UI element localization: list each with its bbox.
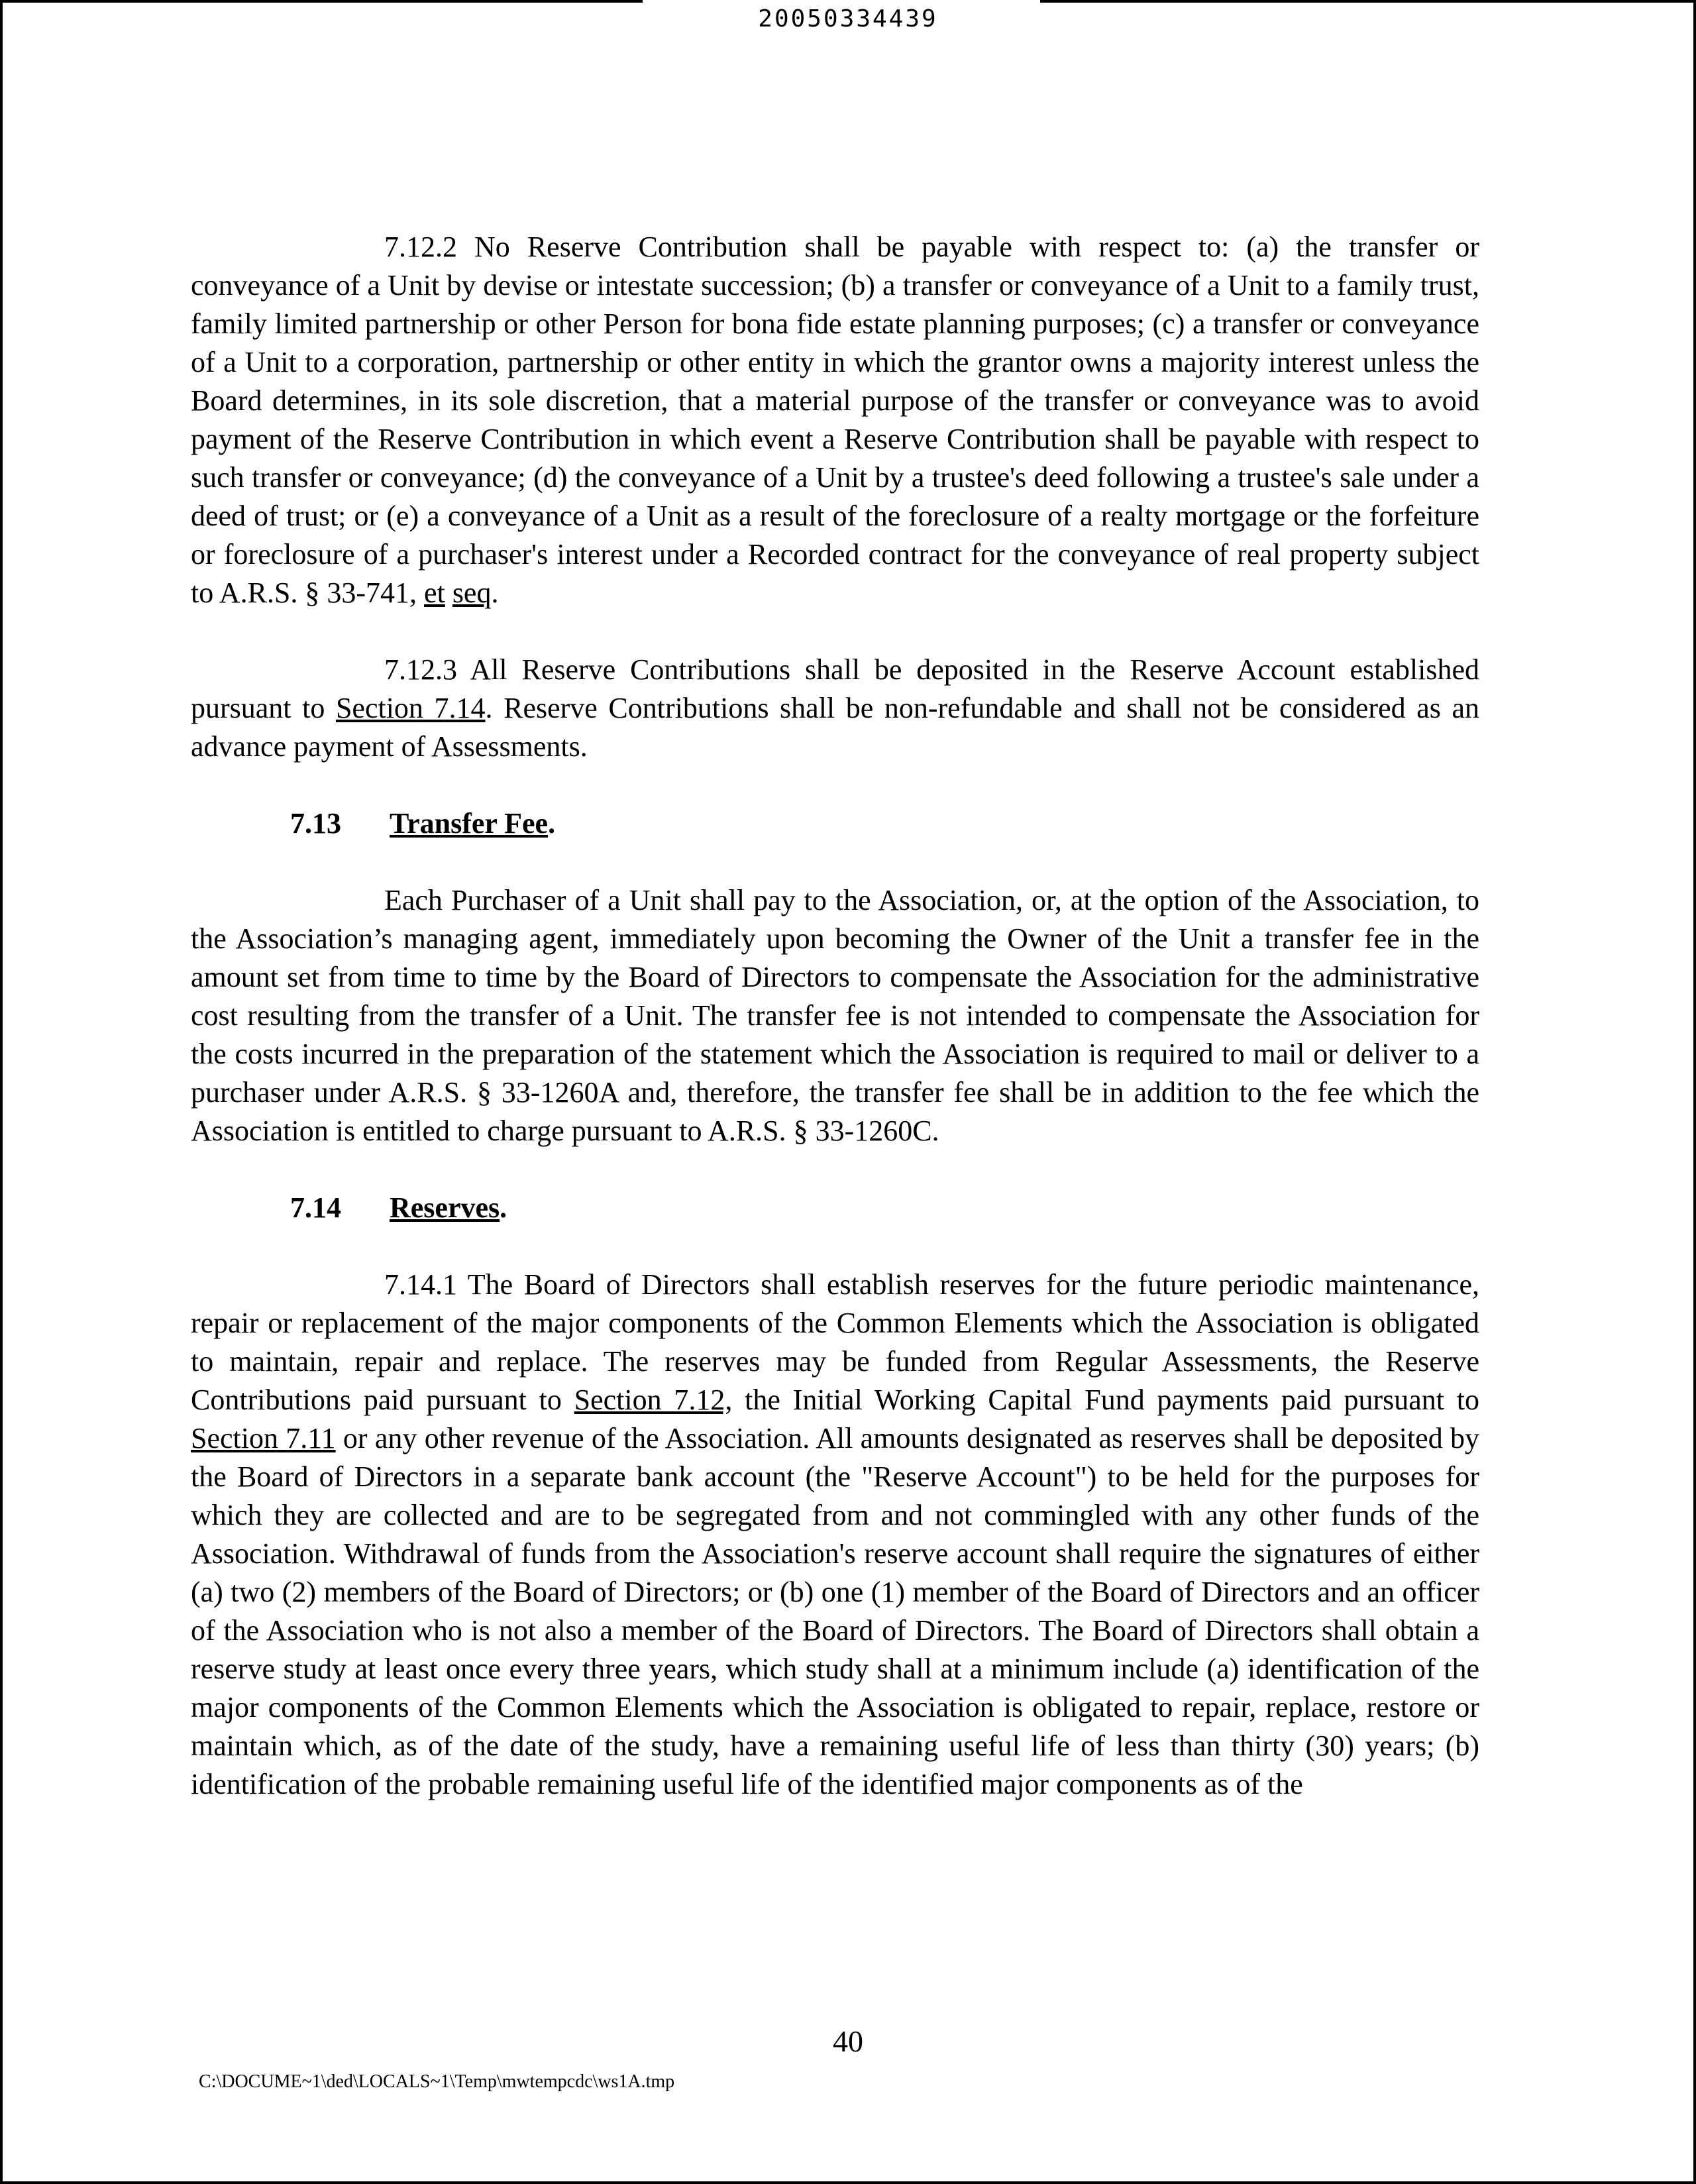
paragraph-7-12-2-text: 7.12.2 No Reserve Contribution shall be payable with respect to: (a) the transfer or conveyance of a Unit by devise or intestate succession; (b) a transfer or conveyance of a Unit to a family trust, family limited partnership or other Person for bona fide estate planning purposes; (c) a transfer or conveyance of a Unit to a corporation, partnership or other entity in which the grantor owns a majority interest unless the Board determines, in its sole discretion, that a material purpose of the transfer or conveyance was to avoid payment of the Reserve Contribution in which event a Reserve Contribution shall be payable with respect to such transfer or conveyance; (d) the conveyance of a Unit by a trustee's deed following a trustee's sale under a deed of trust; or (e) a conveyance of a Unit as a result of the foreclosure of a realty mortgage or the forfeiture or foreclosure of a purchaser's interest under a Recorded contract for the conveyance of real property subject to A.R.S. § 33-741, bbox=[191, 231, 1479, 609]
heading-7-14 bbox=[191, 1189, 1479, 1227]
heading-7-13-number: 7.13 bbox=[290, 807, 341, 840]
citation-et: et bbox=[424, 576, 445, 609]
citation-seq: seq bbox=[452, 576, 492, 609]
paragraph-7-14-1-text-a: 7.14.1 The Board of Directors shall establish reserves for the future periodic maintenance, repair or replacement of the major components of the Common Elements which the Association is obligated to maintain, repair and replace. The reserves may be funded from Regular Assessments, the Reserve Contributions paid pursuant to bbox=[191, 1268, 1479, 1416]
paragraph-7-14-1 bbox=[191, 1266, 1479, 1804]
paragraph-7-12-2 bbox=[191, 228, 1479, 612]
heading-7-14-punct: . bbox=[500, 1191, 507, 1224]
file-path-footer: C:\DOCUME~1\ded\LOCALS~1\Temp\mwtempcdc\ws1A.tmp bbox=[199, 2071, 675, 2092]
scan-border-left bbox=[0, 0, 3, 2184]
heading-7-13-title-text: Transfer Fee bbox=[390, 807, 549, 840]
paragraph-7-14-1-text-c: or any other revenue of the Association. All amounts designated as reserves shall be deposited by the Board of Directors in a separate bank account (the "Reserve Account") to be held for the purposes for which they are collected and are to be segregated from and not commingled with any other funds of the Association. Withdrawal of funds from the Association's reserve account shall require the signatures of either (a) two (2) members of the Board of Directors; or (b) one (1) member of the Board of Directors and an officer of the Association who is not also a member of the Board of Directors. The Board of Directors shall obtain a reserve study at least once every three years, which study shall at a minimum include (a) identification of the major components of the Common Elements which the Association is obligated to repair, replace, restore or maintain which, as of the date of the study, have a remaining useful life of less than thirty (30) years; (b) identification of the probable remaining useful life of the identified major components as of the bbox=[191, 1422, 1479, 1800]
paragraph-7-14-1-text-b: the Initial Working Capital Fund payments paid pursuant to bbox=[732, 1384, 1479, 1416]
paragraph-7-12-2-end: . bbox=[491, 576, 499, 609]
heading-7-14-title-text: Reserves bbox=[390, 1191, 500, 1224]
scan-border-bottom bbox=[0, 2181, 1696, 2184]
paragraph-7-12-3-text-b: . Reserve Contributions shall be non-refundable and shall not be considered as an advance payment of Assessments. bbox=[191, 692, 1479, 763]
document-body bbox=[191, 228, 1479, 1804]
page-number: 40 bbox=[833, 2024, 863, 2058]
heading-7-14-title bbox=[390, 1189, 507, 1227]
heading-7-13 bbox=[191, 804, 1479, 843]
scan-border-right bbox=[1693, 0, 1696, 2184]
paragraph-7-12-3 bbox=[191, 651, 1479, 766]
citation-space bbox=[445, 576, 452, 609]
paragraph-7-12-3-text-a: 7.12.3 All Reserve Contributions shall be deposited in the Reserve Account established pursuant to bbox=[191, 653, 1479, 724]
section-7-12-reference: Section 7.12, bbox=[574, 1384, 733, 1416]
heading-7-14-number: 7.14 bbox=[290, 1191, 341, 1224]
paragraph-7-13: Each Purchaser of a Unit shall pay to the Association, or, at the option of the Association, to the Association’s managing agent, immediately upon becoming the Owner of the Unit a transfer fee in the amount set from time to time by the Board of Directors to compensate the Association for the administrative cost resulting from the transfer of a Unit. The transfer fee is not intended to compensate the Association for the costs incurred in the preparation of the statement which the Association is required to mail or deliver to a purchaser under A.R.S. § 33-1260A and, therefore, the transfer fee shall be in addition to the fee which the Association is entitled to charge pursuant to A.R.S. § 33-1260C. bbox=[191, 884, 1479, 1147]
recording-number: 20050334439 bbox=[758, 5, 938, 32]
heading-7-13-title bbox=[390, 804, 555, 843]
heading-7-13-punct: . bbox=[548, 807, 556, 840]
section-7-11-reference: Section 7.11 bbox=[191, 1422, 336, 1454]
section-7-14-reference: Section 7.14 bbox=[335, 692, 486, 724]
